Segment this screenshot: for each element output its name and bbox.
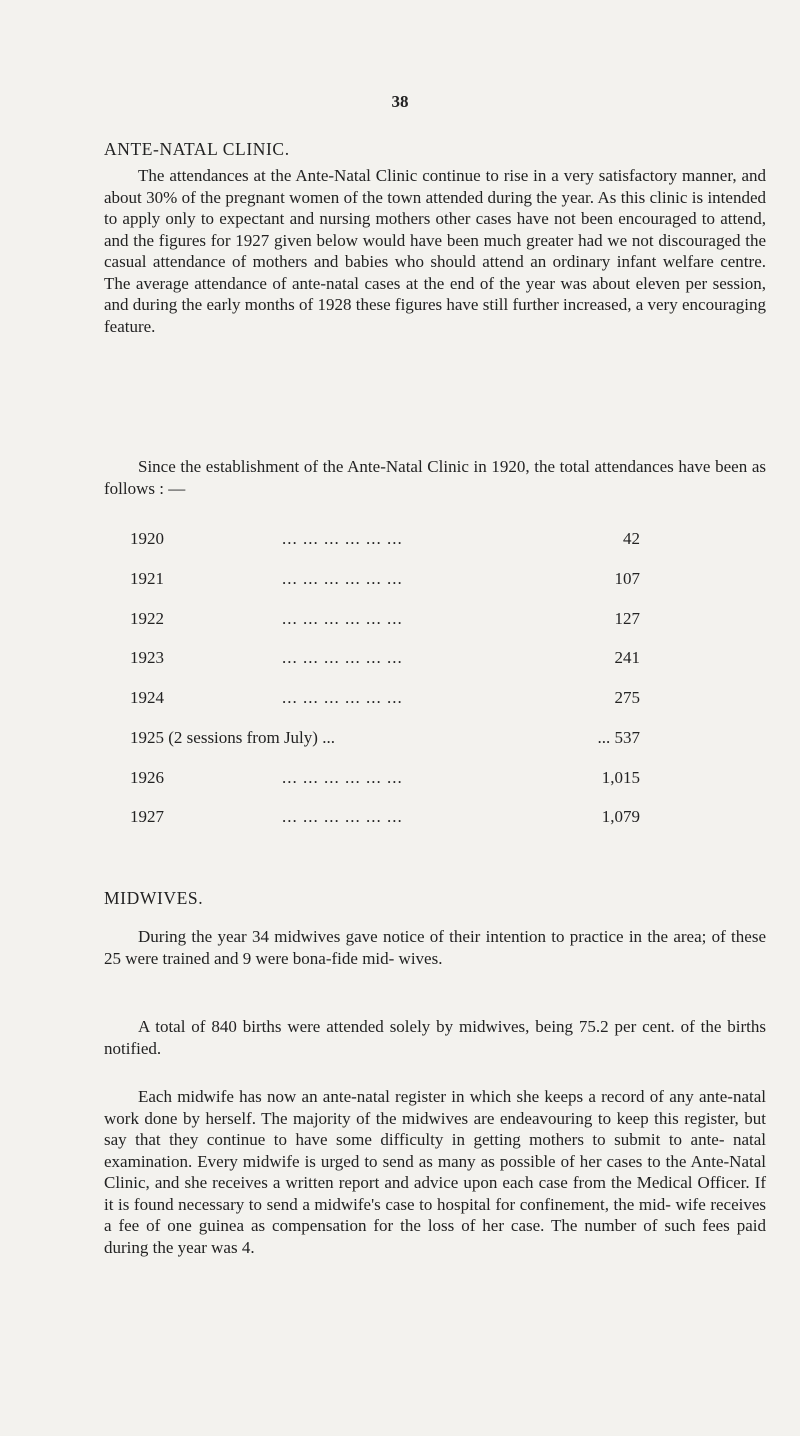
leader-dots: ... ... ... ... ... ... — [282, 648, 403, 667]
attendance-value: 275 — [614, 688, 640, 707]
antenatal-paragraph-1: The attendances at the Ante-Natal Clinic continue to rise in a very satisfactory manner, and about 30% of the pregnant women of the town attended during the year. As this clinic is intended to apply only to expectant and nursing mothers other cases have not been encouraged to attend, and the figures for 1927 given below would have been much greater had we not discouraged the casual attendance of mothers and babies who should attend an ordinary infant welfare centre. The average attendance of ante-natal cases at the end of the year was about eleven per session, and during the early months of 1928 these figures have still further increased, a very encouraging feature. — [104, 166, 766, 336]
attendance-value: 127 — [614, 609, 640, 628]
year-label: 1921 — [130, 569, 164, 588]
year-label: 1926 — [130, 768, 164, 787]
attendance-value: ... 537 — [597, 728, 640, 747]
table-row — [130, 768, 650, 790]
page-number: 38 — [391, 92, 409, 111]
table-row — [130, 569, 650, 591]
midwives-heading: MIDWIVES. — [104, 888, 204, 908]
year-label: 1924 — [130, 688, 164, 707]
table-row — [130, 807, 650, 829]
attendance-value: 1,015 — [601, 768, 640, 787]
leader-dots: ... ... ... ... ... ... — [282, 569, 403, 588]
table-row — [130, 609, 650, 631]
leader-dots: ... ... ... ... ... ... — [282, 688, 403, 707]
attendance-value: 1,079 — [601, 807, 640, 826]
midwives-paragraph-2: A total of 840 births were attended solely by midwives, being 75.2 per cent. of the births notified. — [104, 1017, 766, 1058]
attendance-value: 107 — [614, 569, 640, 588]
midwives-paragraph-3: Each midwife has now an ante-natal register in which she keeps a record of any ante-natal work done by herself. The majority of the midwives are endeavouring to keep this register, but say that they continue to have some difficulty in getting mothers to submit to ante- natal examination. Every midwife is urged to send as many as possible of her cases to the Ante-Natal Clinic, and she receives a written report and advice upon each case from the Medical Officer. If it is found necessary to send a midwife's case to hospital for confinement, the mid- wife receives a fee of one guinea as compensation for the loss of her case. The number of such fees paid during the year was 4. — [104, 1087, 766, 1257]
year-label: 1927 — [130, 807, 164, 826]
table-row — [130, 648, 650, 670]
leader-dots: ... ... ... ... ... ... — [282, 609, 403, 628]
leader-dots: ... ... ... ... ... ... — [282, 807, 403, 826]
table-row — [130, 728, 650, 750]
leader-dots: ... ... ... ... ... ... — [282, 768, 403, 787]
antenatal-paragraph-2: Since the establishment of the Ante-Natal Clinic in 1920, the total attendances have been as follows : — — [104, 457, 766, 498]
year-label: 1923 — [130, 648, 164, 667]
table-row — [130, 529, 650, 551]
year-label: 1922 — [130, 609, 164, 628]
year-label: 1920 — [130, 529, 164, 548]
antenatal-heading: ANTE-NATAL CLINIC. — [104, 139, 290, 159]
midwives-paragraph-1: During the year 34 midwives gave notice of their intention to practice in the area; of these 25 were trained and 9 were bona-fide mid- wives. — [104, 927, 766, 968]
year-label: 1925 (2 sessions from July) ... — [130, 728, 335, 747]
attendance-value: 42 — [623, 529, 640, 548]
table-row — [130, 688, 650, 710]
leader-dots: ... ... ... ... ... ... — [282, 529, 403, 548]
attendance-value: 241 — [614, 648, 640, 667]
